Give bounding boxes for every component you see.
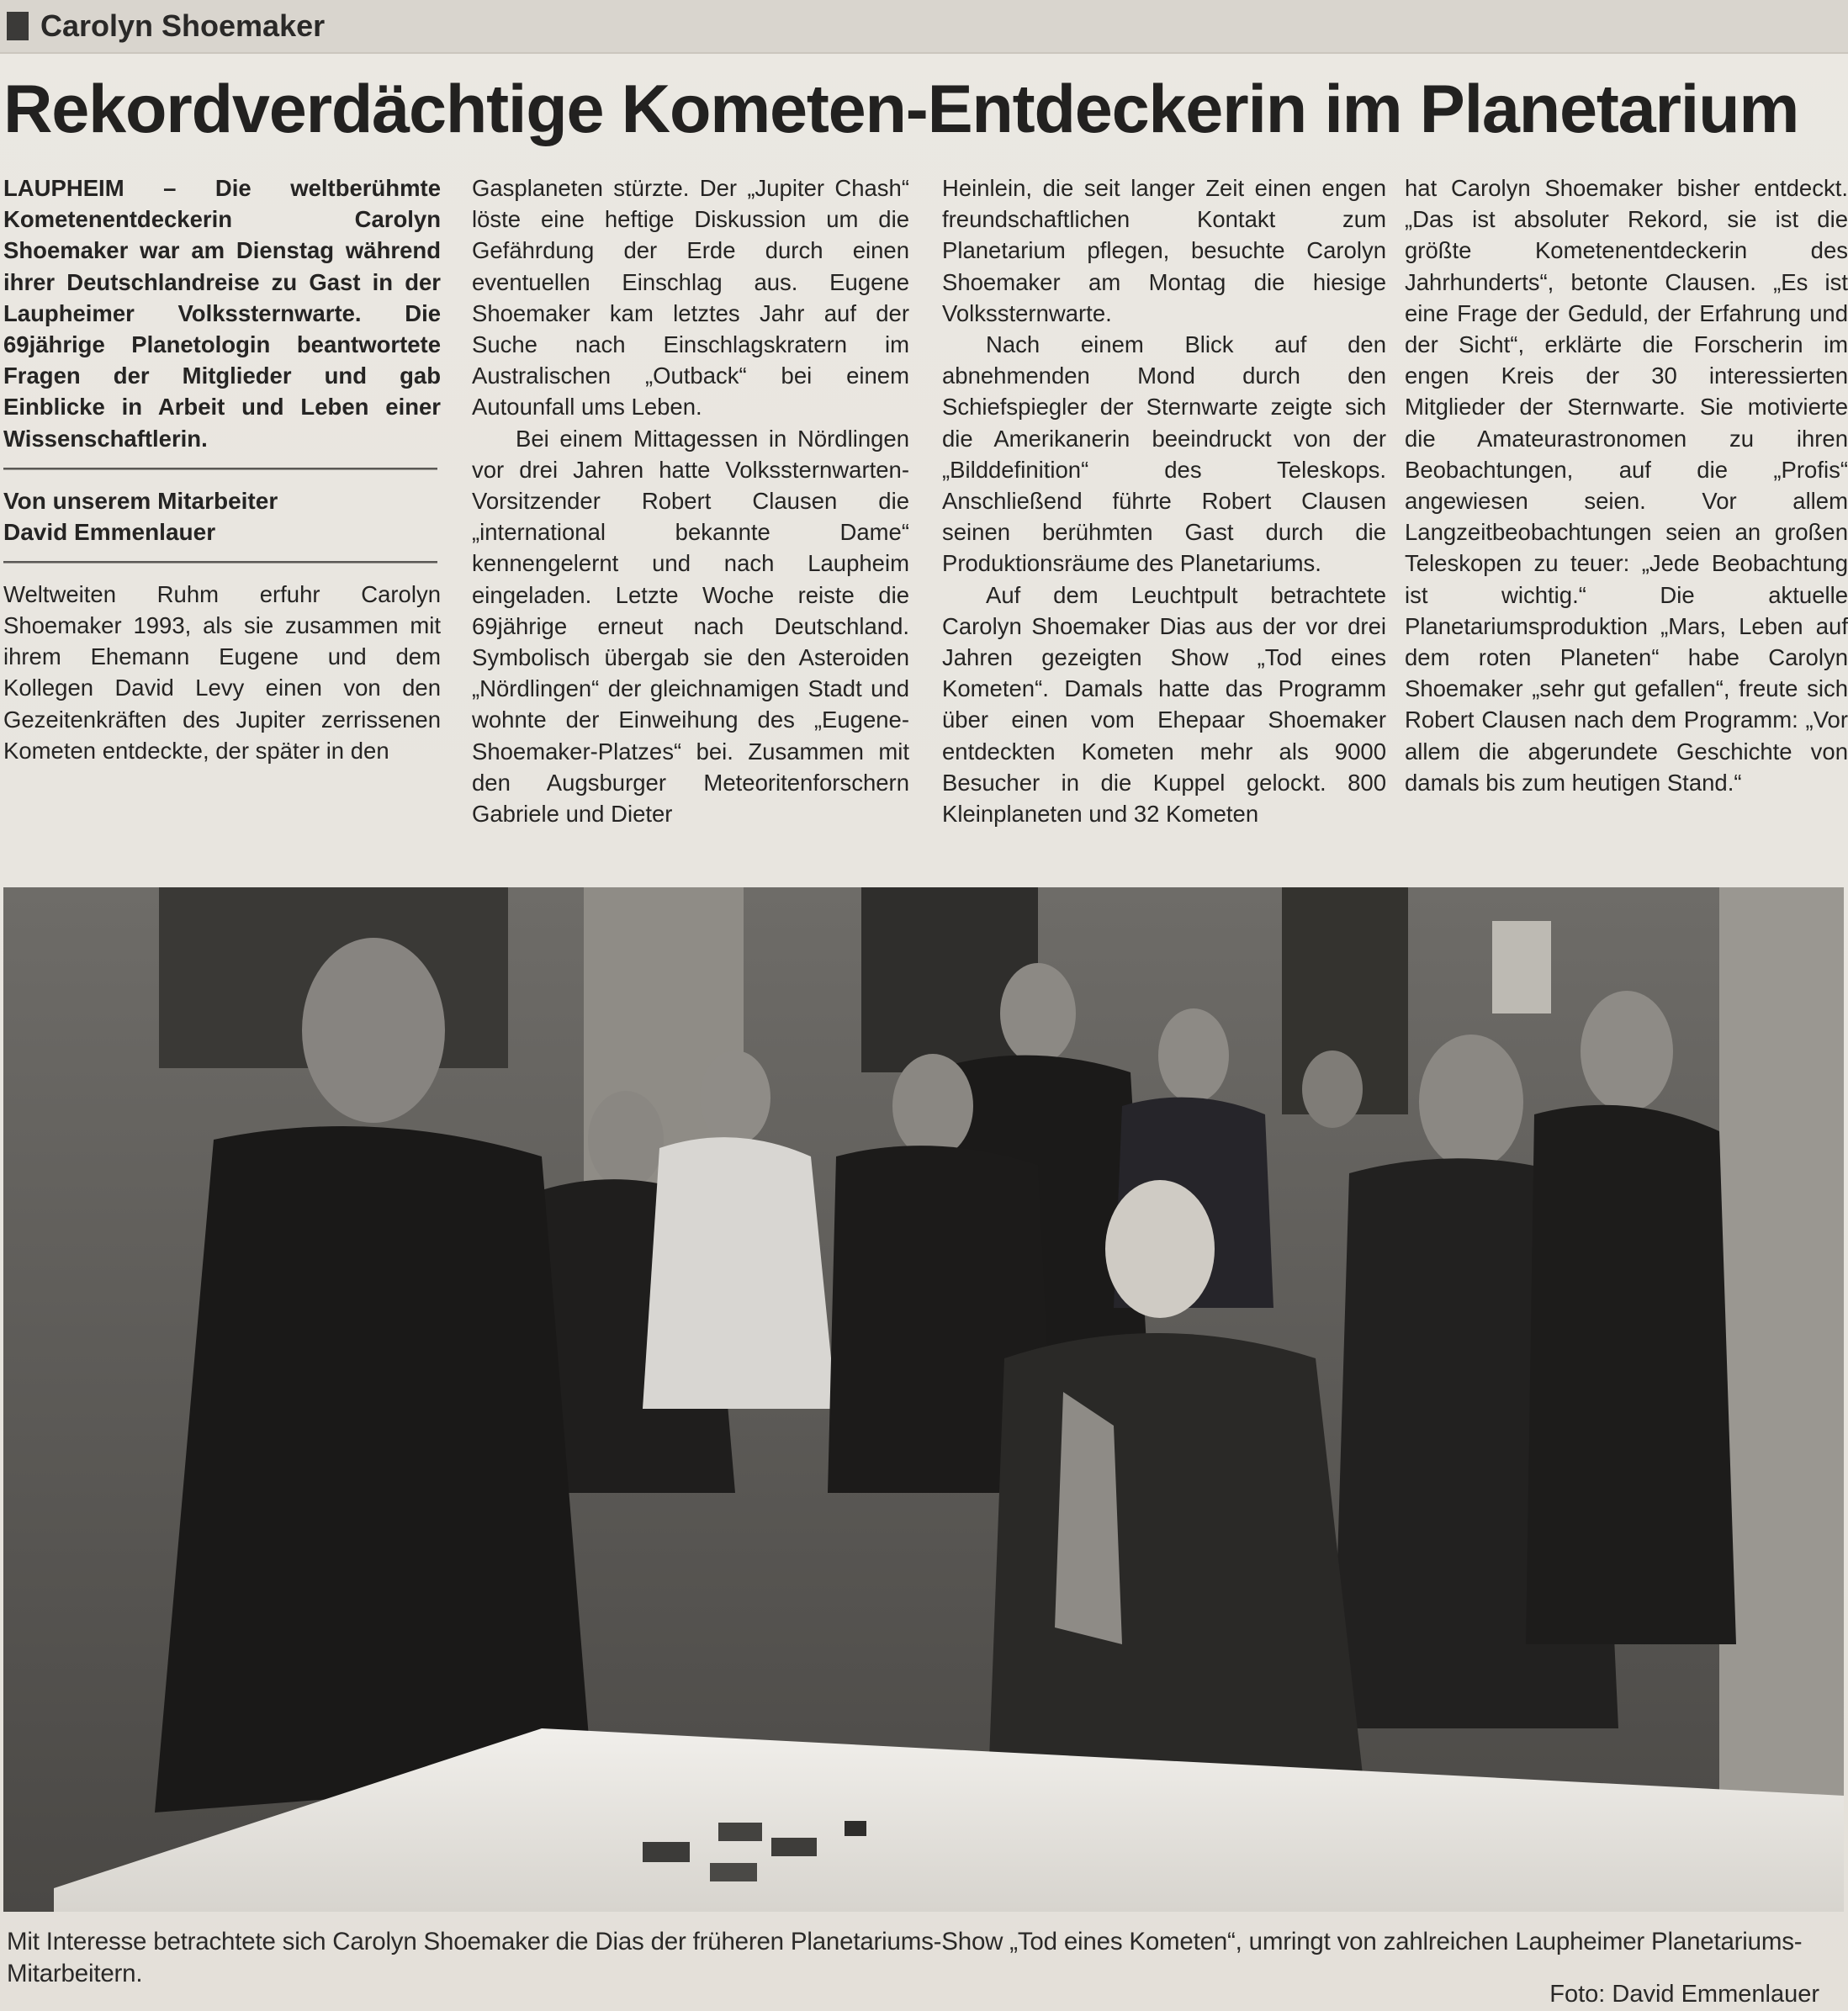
photo-caption: Mit Interesse betrachtete sich Carolyn Shoemaker die Dias der früheren Planetariums-Show „Tod eines Kometen“, umringt von zahlreichen Laupheimer Planetariums-Mitarbeitern.	[7, 1928, 1803, 1987]
rubric-label: Carolyn Shoemaker	[40, 8, 326, 43]
body-paragraph: Heinlein, die seit langer Zeit einen engen freundschaftlichen Kontakt zum Planetarium pflegen, besuchte Carolyn Shoemaker am Montag die hiesige Volkssternwarte.	[942, 175, 1386, 326]
article-column-3	[942, 172, 1386, 829]
article-column-4	[1405, 172, 1848, 798]
byline-role: Von unserem Mitarbeiter	[3, 487, 278, 514]
byline	[3, 485, 441, 548]
rubric-marker	[7, 12, 29, 40]
page-header-strip	[0, 0, 1848, 54]
article-column-2	[472, 172, 909, 829]
article-headline: Rekordverdächtige Kometen-Entdeckerin im Planetarium	[3, 71, 1799, 147]
body-paragraph: Auf dem Leuchtpult betrachtete Carolyn Shoemaker Dias aus der vor drei Jahren gezeigten Show „Tod eines Kometen“. Damals hatte das Programm über einen vom Ehepaar Shoemaker entdeckten Kometen mehr als 9000 Besucher in die Kuppel gelockt. 800 Kleinplaneten und 32 Kometen	[942, 581, 1386, 828]
byline-rule-bottom	[3, 561, 437, 564]
photo-illustration	[3, 887, 1844, 1912]
article-column-1	[3, 172, 441, 766]
right-background	[1719, 887, 1844, 1912]
byline-author: David Emmenlauer	[3, 518, 216, 545]
wall-picture-small	[1492, 921, 1551, 1013]
body-paragraph: Weltweiten Ruhm erfuhr Carolyn Shoemaker 1993, als sie zusammen mit ihrem Ehemann Eugene und dem Kollegen David Levy einen von den Gezeitenkräften des Jupiter zerrissenen Kometen entdeckte, der später in den	[3, 580, 441, 764]
body-paragraph: Gasplaneten stürzte. Der „Jupiter Chash“ löste eine heftige Diskussion um die Gefährdung der Erde durch einen eventuellen Einschlag aus. Eugene Shoemaker kam letztes Jahr auf der Suche nach Einschlagskratern im Australischen „Outback“ bei einem Autounfall ums Leben.	[472, 175, 909, 421]
lead-paragraph: LAUPHEIM – Die weltberühmte Kometenentdeckerin Carolyn Shoemaker war am Dienstag während ihrer Deutschlandreise zu Gast in der Laupheimer Volkssternwarte. Die 69jährige Planetologin beantwortete Fragen der Mitglieder und gab Einblicke in Arbeit und Leben einer Wissenschaftlerin.	[3, 175, 441, 452]
photo-credit: Foto: David Emmenlauer	[1549, 1981, 1819, 2008]
article-photo	[3, 887, 1844, 1912]
body-paragraph: Nach einem Blick auf den abnehmenden Mond durch den Schiefspiegler der Sternwarte zeigte sich die Amerikanerin beeindruckt von der „Bilddefinition“ des Teleskops. Anschließend führte Robert Clausen seinen berühmten Gast durch die Produktionsräume des Planetariums.	[942, 331, 1386, 577]
byline-rule-top	[3, 468, 437, 470]
body-paragraph: Bei einem Mittagessen in Nördlingen vor drei Jahren hatte Volkssternwarten-Vorsitzender Robert Clausen die „international bekannte Dame“ kennengelernt und nach Laupheim eingeladen. Letzte Woche reiste die 69jährige erneut nach Deutschland. Symbolisch übergab sie den Asteroiden „Nördlingen“ der gleichnamigen Stadt und wohnte der Einweihung des „Eugene-Shoemaker-Platzes“ bei. Zusammen mit den Augsburger Meteoritenforschern Gabriele und Dieter	[472, 425, 909, 828]
body-paragraph: hat Carolyn Shoemaker bisher entdeckt. „Das ist absoluter Rekord, sie ist die größte Kometenentdeckerin des Jahrhunderts“, betonte Clausen. „Es ist eine Frage der Geduld, der Erfahrung und der Sicht“, erklärte die Forscherin im engen Kreis der 30 interessierten Mitglieder der Sternwarte. Sie motivierte die Amateurastronomen zu ihren Beobachtungen, auf die „Profis“ angewiesen seien. Vor allem Langzeitbeobachtungen seien an großen Teleskopen zu teuer: „Jede Beobachtung ist wichtig.“ Die aktuelle Planetariumsproduktion „Mars, Leben auf dem roten Planeten“ habe Carolyn Shoemaker „sehr gut gefallen“, freute sich Robert Clausen nach dem Programm: „Vor allem die abgerundete Geschichte von damals bis zum heutigen Stand.“	[1405, 175, 1848, 796]
